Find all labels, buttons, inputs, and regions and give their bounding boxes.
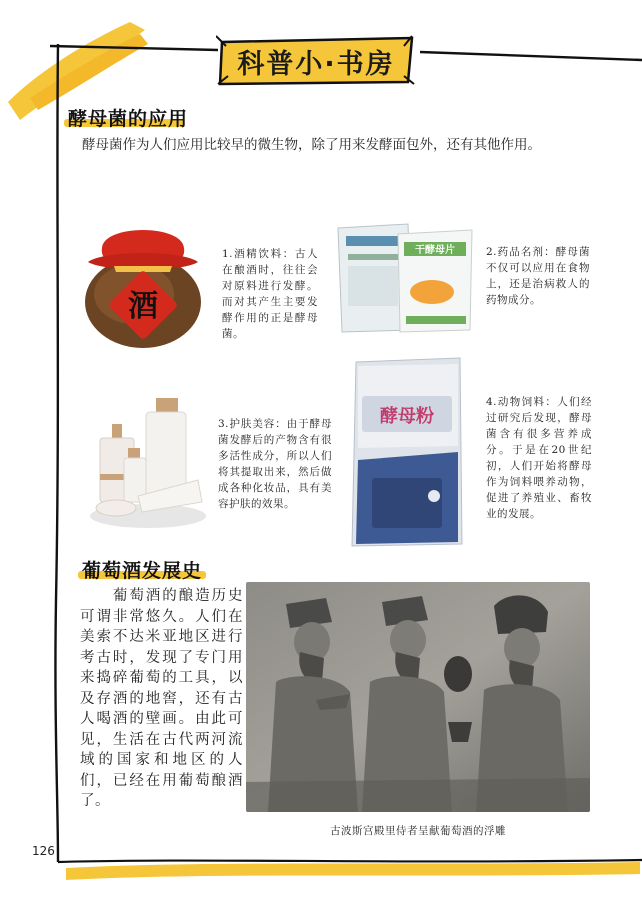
medicine-package-illustration — [334, 222, 474, 334]
section2-body: 葡萄酒的酿造历史可谓非常悠久。人们在美索不达米亚地区进行考古时，发现了专门用来捣碎葡萄的工具，以及存酒的地窖，还有古人喝酒的壁画。由此可见，生活在古代两河流域的国家和地区的人们，已经在用葡萄酿酒了。 — [80, 588, 243, 809]
item1-caption: 1.酒精饮料：古人在酿酒时，往往会对原料进行发酵。而对其产生主要发酵作用的正是酵母菌。 — [222, 248, 318, 340]
frame-left-line — [55, 44, 58, 862]
cosmetics-illustration — [86, 384, 208, 530]
package-label: 干酵母片 — [415, 245, 455, 256]
item2-caption: 2.药品名剂：酵母菌不仅可以应用在食物上，还是治病救人的药物成分。 — [486, 246, 590, 306]
banner-title: 科普小·书房 — [237, 48, 395, 80]
section1-intro: 酵母菌作为人们应用比较早的微生物，除了用来发酵面包外，还有其他作用。 — [82, 137, 541, 153]
bag-label: 酵母粉 — [380, 406, 434, 427]
jar-label: 酒 — [128, 289, 158, 324]
yellow-brush-stroke-bottom — [66, 862, 640, 880]
frame-bottom-line — [58, 860, 642, 862]
section1-heading: 酵母菌的应用 — [68, 108, 189, 130]
section2-heading: 葡萄酒发展史 — [82, 560, 203, 582]
yeast-powder-bag-illustration — [348, 356, 466, 550]
wine-jar-illustration — [74, 210, 212, 350]
photo-caption: 古波斯宫殿里侍者呈献葡萄酒的浮雕 — [330, 825, 506, 837]
page-number: 126 — [32, 844, 55, 858]
item3-caption: 3.护肤美容：由于酵母菌发酵后的产物含有很多活性成分，所以人们将其提取出来，然后做成各种化妆品，具有美容护肤的效果。 — [218, 418, 332, 510]
persian-relief-photo — [246, 582, 590, 812]
item4-caption: 4.动物饲料：人们经过研究后发现，酵母菌含有很多营养成分。于是在20世纪初，人们开始将酵母作为饲料喂养动物，促进了养殖业、畜牧业的发展。 — [486, 396, 592, 520]
